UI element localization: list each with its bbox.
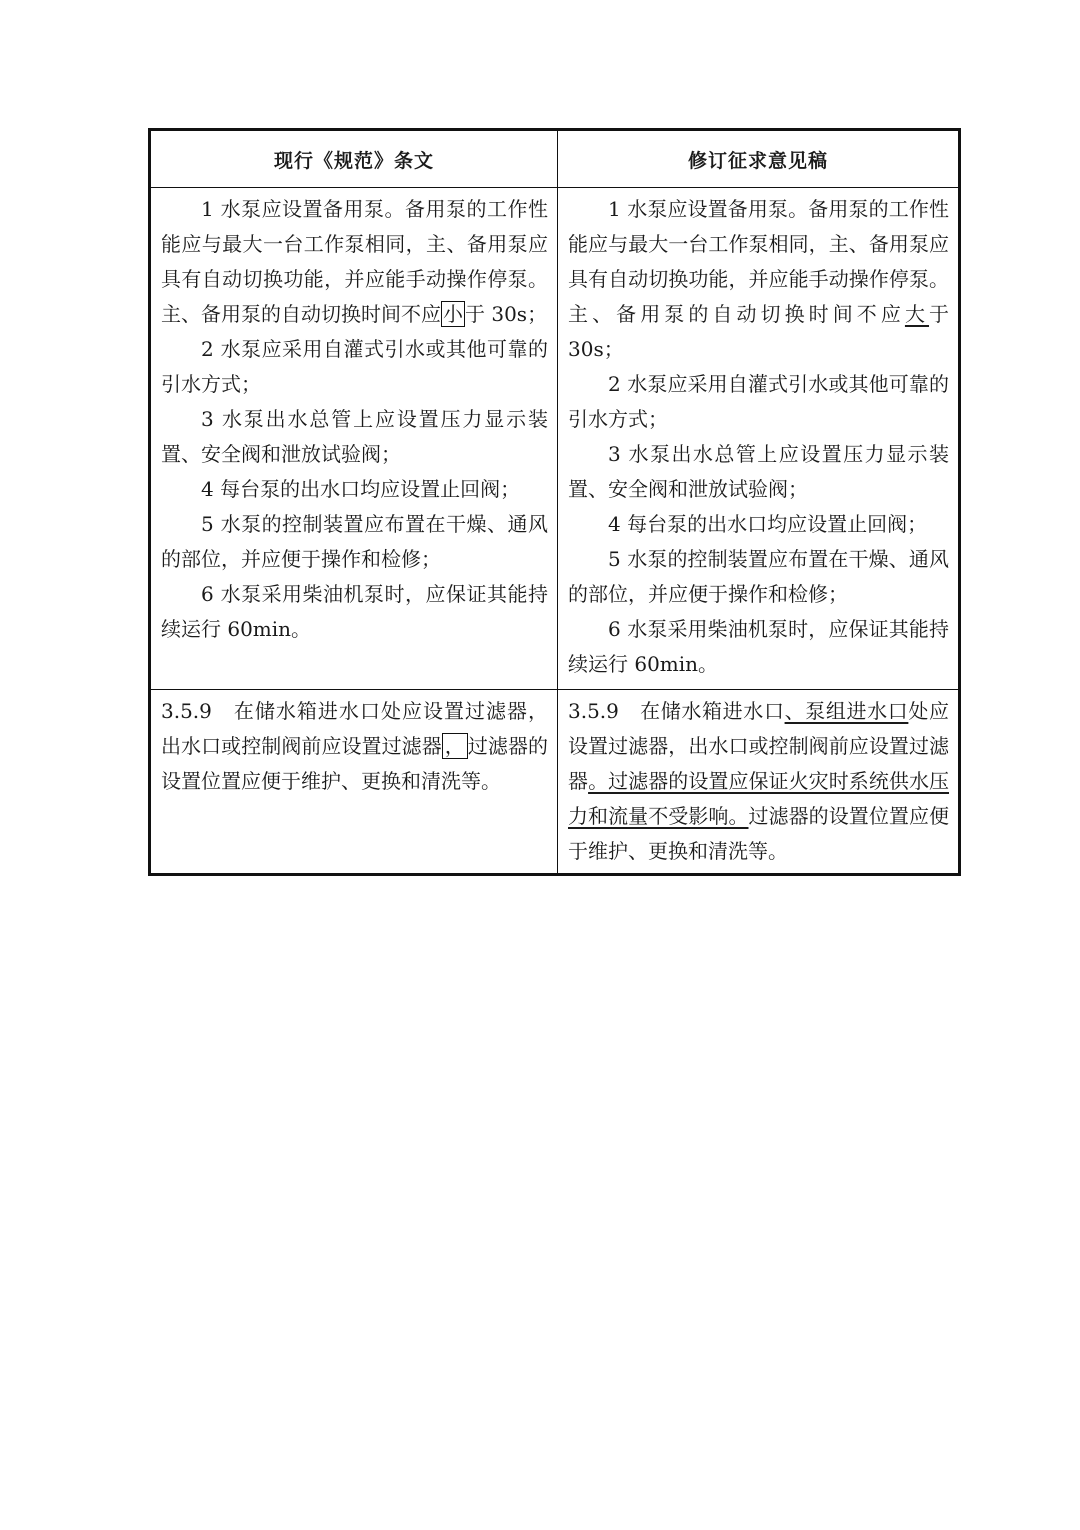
clause-3-5-9-row (150, 690, 960, 875)
revised-item-5: 5 水泵的控制装置应布置在干燥、通风的部位，并应便于操作和检修； (568, 547, 949, 606)
revised-pump-items-cell (558, 188, 960, 690)
current-item-3: 3 水泵出水总管上应设置压力显示装置、安全阀和泄放试验阀； (161, 407, 548, 466)
current-item-2: 2 水泵应采用自灌式引水或其他可靠的引水方式； (161, 337, 548, 396)
header-row (150, 130, 960, 188)
boxed-change-mark: 小 (443, 302, 463, 326)
boxed-change-mark: ， (442, 733, 468, 759)
header-current-code: 现行《规范》条文 (150, 130, 558, 188)
revised-item-2: 2 水泵应采用自灌式引水或其他可靠的引水方式； (568, 372, 949, 431)
header-revised-draft: 修订征求意见稿 (558, 130, 960, 188)
current-clause-3-5-9: 3.5.9 在储水箱进水口处应设置过滤器，出水口或控制阀前应设置过滤器 ， 过滤器的设置位置应便于维护、更换和清洗等。 (161, 699, 549, 793)
current-clause-3-5-9-cell (150, 690, 558, 875)
revised-item-4: 4 每台泵的出水口均应设置止回阀； (608, 512, 928, 536)
current-pump-items-cell (150, 188, 558, 690)
current-item-4: 4 每台泵的出水口均应设置止回阀； (201, 477, 521, 501)
revised-item-1: 1 水泵应设置备用泵。备用泵的工作性能应与最大一台工作泵相同，主、备用泵应具有自动切换功能，并应能手动操作停泵。主、备用泵的自动切换时间不应大于 30s； (568, 197, 950, 361)
current-item-1: 1 水泵应设置备用泵。备用泵的工作性能应与最大一台工作泵相同，主、备用泵应具有自动切换功能，并应能手动操作停泵。主、备用泵的自动切换时间不应 小 于 30s； (161, 197, 548, 326)
current-item-6: 6 水泵采用柴油机泵时，应保证其能持续运行 60min。 (161, 582, 548, 641)
current-item-5: 5 水泵的控制装置应布置在干燥、通风的部位，并应便于操作和检修； (161, 512, 548, 571)
revised-item-6: 6 水泵采用柴油机泵时，应保证其能持续运行 60min。 (568, 617, 949, 676)
revised-clause-3-5-9-cell (558, 690, 960, 875)
pump-items-row (150, 188, 960, 690)
underlined-change: 大 (904, 302, 930, 326)
comparison-table (148, 128, 961, 876)
revised-item-3: 3 水泵出水总管上应设置压力显示装置、安全阀和泄放试验阀； (568, 442, 949, 501)
underlined-change: 、泵组进水口 (784, 699, 909, 723)
revised-clause-3-5-9: 3.5.9 在储水箱进水口、泵组进水口处应设置过滤器，出水口或控制阀前应设置过滤器。过滤器的设置应保证火灾时系统供水压力和流量不受影响。过滤器的设置位置应便于维护、更换和清洗等。 (568, 699, 950, 863)
underlined-change: 。过滤器的设置应保证火灾时系统供水压力和流量不受影响。 (568, 769, 950, 828)
